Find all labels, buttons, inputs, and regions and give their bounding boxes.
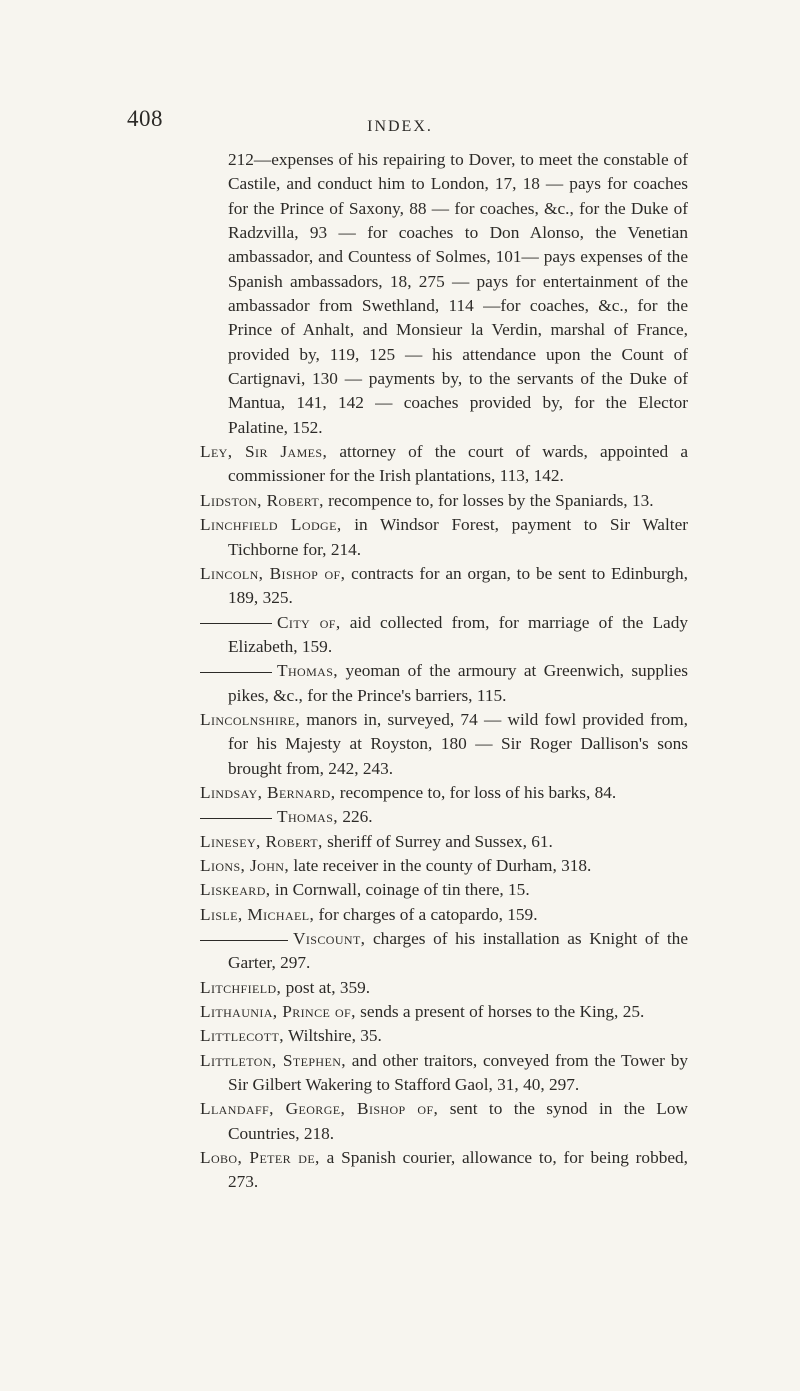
index-entry bbox=[200, 903, 688, 927]
entry-headword: Linchfield Lodge, bbox=[200, 515, 342, 535]
index-entry bbox=[200, 489, 688, 513]
entry-headword: Llandaff, George, Bishop of, bbox=[200, 1099, 439, 1119]
index-entry bbox=[200, 659, 688, 708]
entry-text: contracts for an organ, to be sent to Edinburgh, 189, 325. bbox=[228, 563, 689, 608]
page-number: 408 bbox=[127, 106, 163, 131]
index-entry bbox=[200, 708, 688, 781]
index-entry bbox=[200, 830, 688, 854]
entry-headword: Viscount, bbox=[293, 929, 366, 948]
entry-headword: Lincoln, Bishop of, bbox=[200, 563, 346, 583]
ditto-dash bbox=[200, 672, 272, 673]
entry-headword: Lobo, Peter de, bbox=[200, 1148, 320, 1168]
index-entry bbox=[200, 611, 688, 660]
entry-text: recompence to, for losses by the Spaniards, 13. bbox=[328, 490, 654, 510]
entry-headword: Lisle, Michael, bbox=[200, 904, 315, 924]
index-entry bbox=[200, 513, 688, 562]
entry-headword: Linesey, Robert, bbox=[200, 831, 323, 851]
index-entry bbox=[200, 927, 688, 976]
entry-headword: Lincolnshire, bbox=[200, 709, 301, 729]
entry-headword: Lidston, Robert, bbox=[200, 490, 324, 510]
entry-headword: Litchfield, bbox=[200, 977, 282, 997]
entry-text: sent to the synod in the Low Countries, 218. bbox=[228, 1099, 688, 1143]
index-entry bbox=[200, 562, 688, 611]
index-entry bbox=[200, 976, 688, 1000]
entry-text: attorney of the court of wards, appointed a commissioner for the Irish plantations, 113, 142. bbox=[228, 442, 688, 486]
entry-headword: Lions, John, bbox=[200, 855, 290, 875]
index-entry bbox=[200, 1097, 688, 1146]
entry-text: Wiltshire, 35. bbox=[287, 1026, 382, 1046]
entry-headword: Lindsay, Bernard, bbox=[200, 782, 336, 802]
entry-text: sends a present of horses to the King, 25. bbox=[360, 1002, 645, 1022]
entry-text: for charges of a catopardo, 159. bbox=[318, 904, 538, 924]
entry-headword: Lithaunia, Prince of, bbox=[200, 1002, 356, 1022]
index-entry bbox=[200, 1049, 688, 1098]
index-entry bbox=[200, 440, 688, 489]
entry-headword: City of, bbox=[277, 612, 341, 632]
entry-text: a Spanish courier, allowance to, for being robbed, 273. bbox=[228, 1148, 688, 1192]
running-head: INDEX. bbox=[367, 118, 433, 135]
entry-text: post at, 359. bbox=[285, 977, 371, 997]
entry-headword: Thomas, bbox=[277, 807, 339, 827]
index-entry bbox=[200, 781, 688, 805]
index-entry bbox=[200, 1000, 688, 1024]
index-entry bbox=[200, 854, 688, 878]
entry-text: manors in, surveyed, 74 — wild fowl provided from, for his Majesty at Royston, 180 — Sir Roger Dallison's sons brought from, 242, 243. bbox=[228, 709, 688, 778]
entry-text: in Cornwall, coinage of tin there, 15. bbox=[274, 880, 530, 900]
entry-headword: Ley, Sir James, bbox=[200, 442, 328, 462]
entry-text: aid collected from, for marriage of the Lady Elizabeth, 159. bbox=[228, 612, 688, 656]
ditto-dash bbox=[200, 818, 272, 819]
index-entry bbox=[200, 878, 688, 902]
index-entry bbox=[200, 1024, 688, 1048]
entry-text: 212—expenses of his repairing to Dover, to meet the constable of Castile, and conduct him to London, 17, 18 — pays for coaches for the Prince of Saxony, 88 — for coaches, &c., for the Duke of Radzvilla, 93 — for coaches to Don Alonso, the Venetian ambassador, and Countess of Solmes, 101— pays expenses of the Spanish ambassadors, 18, 275 — pays for entertainment of the ambassador from Swethland, 114 —for coaches, &c., for the Prince of Anhalt, and Monsieur la Verdin, marshal of France, provided by, 119, 125 — his attendance upon the Count of Cartignavi, 130 — payments by, to the servants of the Duke of Mantua, 141, 142 — coaches provided by, for the Elector Palatine, 152. bbox=[228, 150, 688, 437]
entry-text: 226. bbox=[342, 807, 373, 827]
ditto-dash bbox=[200, 940, 288, 941]
index-entries bbox=[200, 148, 688, 1195]
entry-headword: Liskeard, bbox=[200, 880, 271, 900]
entry-text: late receiver in the county of Durham, 318. bbox=[293, 855, 592, 875]
index-entry bbox=[200, 148, 688, 440]
entry-text: and other traitors, conveyed from the Tower by Sir Gilbert Wakering to Stafford Gaol, 31, 40, 297. bbox=[228, 1050, 688, 1095]
index-entry bbox=[200, 1146, 688, 1195]
entry-text: charges of his installation as Knight of the Garter, 297. bbox=[228, 929, 688, 973]
entry-headword: Littleton, Stephen, bbox=[200, 1050, 346, 1070]
entry-headword: Littlecott, bbox=[200, 1026, 284, 1046]
entry-text: yeoman of the armoury at Greenwich, supplies pikes, &c., for the Prince's barriers, 115. bbox=[228, 661, 688, 705]
entry-text: recompence to, for loss of his barks, 84. bbox=[339, 782, 617, 802]
entry-text: sheriff of Surrey and Sussex, 61. bbox=[327, 831, 553, 851]
ditto-dash bbox=[200, 623, 272, 624]
index-entry bbox=[200, 805, 688, 829]
entry-headword: Thomas, bbox=[277, 661, 339, 681]
entry-text: in Windsor Forest, payment to Sir Walter Tichborne for, 214. bbox=[228, 515, 688, 559]
